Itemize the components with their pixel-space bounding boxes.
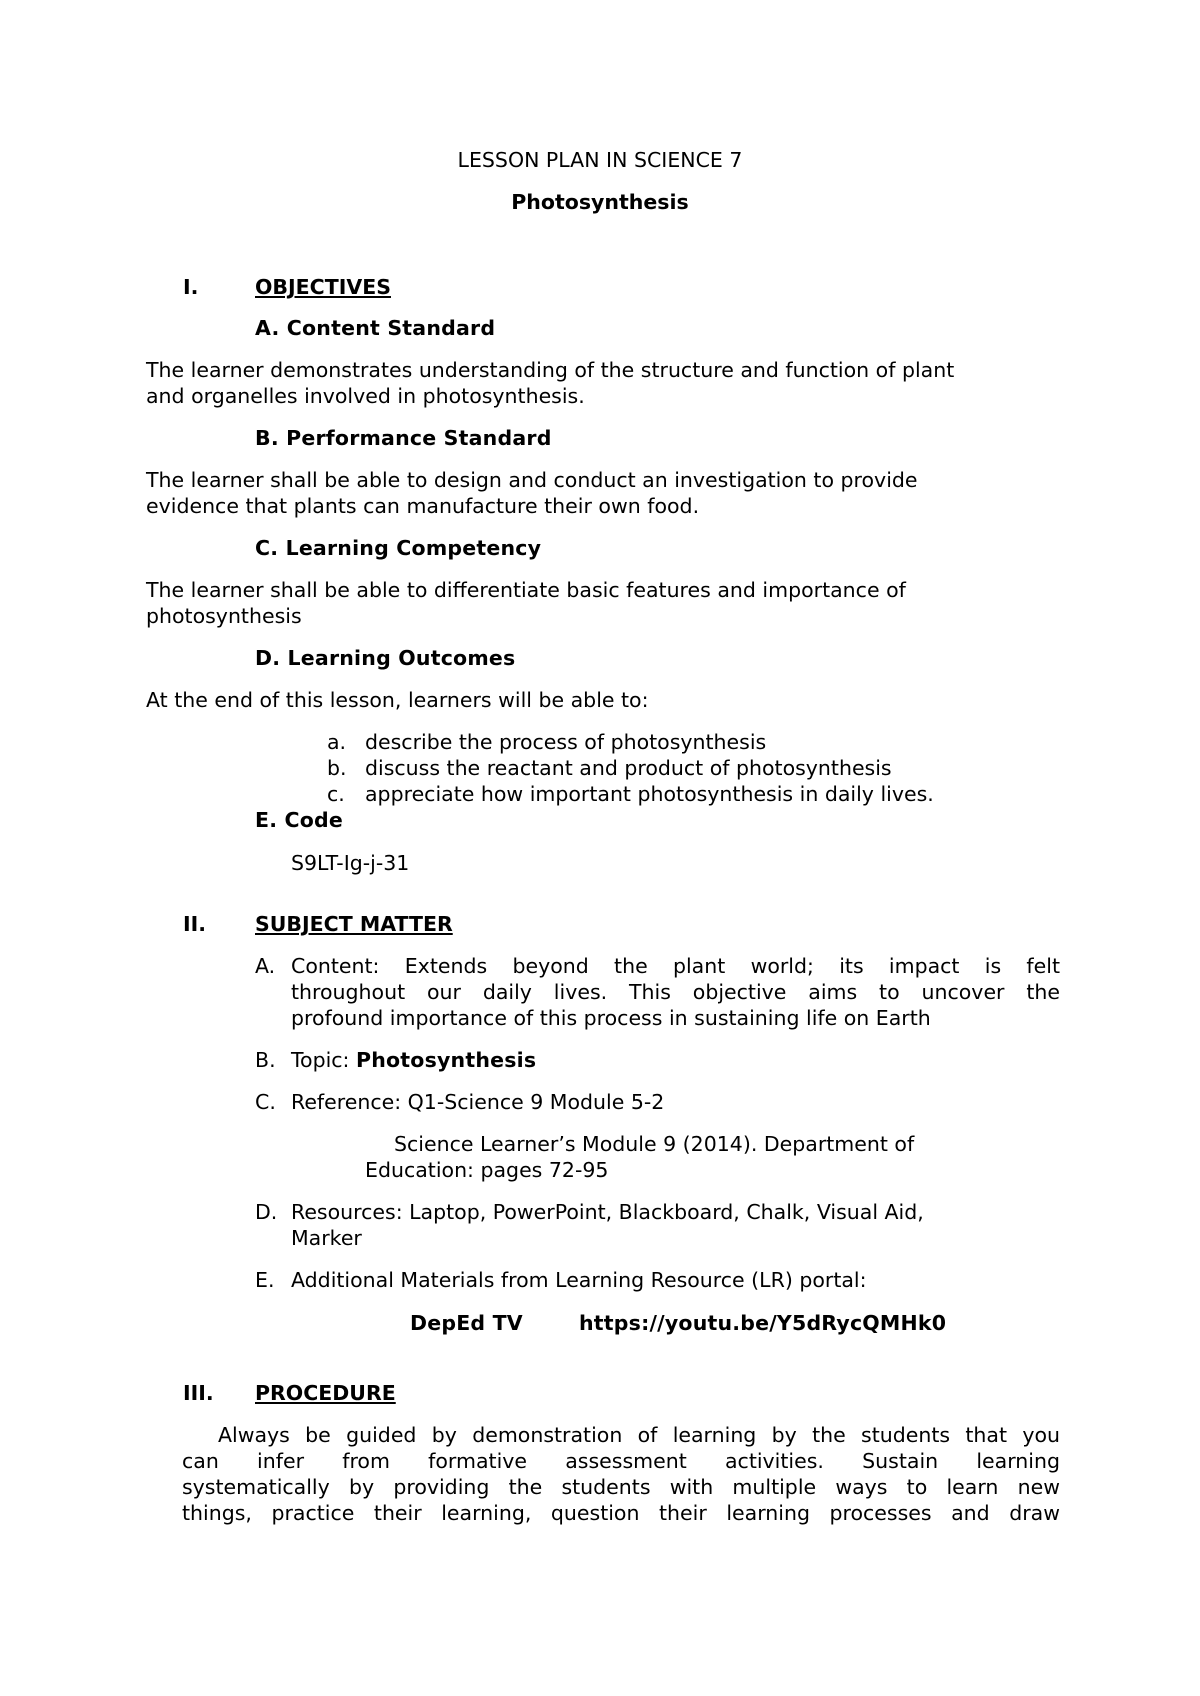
additional-materials-line: Additional Materials from Learning Resource (LR) portal: xyxy=(291,1268,867,1292)
topic-line xyxy=(291,1047,536,1073)
list-item: discuss the reactant and product of photosynthesis xyxy=(365,756,892,780)
resources-line: Marker xyxy=(291,1226,362,1250)
section-heading-subject-matter: SUBJECT MATTER xyxy=(255,912,453,936)
list-marker: A. xyxy=(255,954,276,978)
resources-line: Resources: Laptop, PowerPoint, Blackboard, Chalk, Visual Aid, xyxy=(291,1200,924,1224)
paragraph-line: things, practice their learning, question their learning processes and draw xyxy=(182,1501,1060,1525)
resource-link[interactable]: https://youtu.be/Y5dRycQMHk0 xyxy=(579,1311,947,1335)
section-heading-objectives: OBJECTIVES xyxy=(255,275,391,299)
procedure-paragraph xyxy=(182,1422,1060,1526)
paragraph-line: throughout our daily lives. This objective aims to uncover the xyxy=(291,980,1060,1004)
subheading-learning-competency: C. Learning Competency xyxy=(255,536,542,560)
list-marker: C. xyxy=(255,1090,276,1114)
paragraph-line: and organelles involved in photosynthesis. xyxy=(146,384,585,408)
section-numeral: III. xyxy=(183,1381,214,1405)
resource-source: DepEd TV xyxy=(410,1311,523,1335)
paragraph-line: photosynthesis xyxy=(146,604,302,628)
list-item: appreciate how important photosynthesis in daily lives. xyxy=(365,782,934,806)
reference-continued: Science Learner’s Module 9 (2014). Department of xyxy=(394,1132,915,1156)
paragraph-line: Always be guided by demonstration of learning by the students that you xyxy=(218,1423,1060,1447)
paragraph-line: systematically by providing the students with multiple ways to learn new xyxy=(182,1475,1060,1499)
paragraph-line: profound importance of this process in sustaining life on Earth xyxy=(291,1006,931,1030)
paragraph-line: evidence that plants can manufacture their own food. xyxy=(146,494,700,518)
content-paragraph xyxy=(291,953,1060,1031)
subheading-code: E. Code xyxy=(255,808,344,832)
subheading-content-standard: A. Content Standard xyxy=(255,316,496,340)
list-item: describe the process of photosynthesis xyxy=(365,730,767,754)
subheading-learning-outcomes: D. Learning Outcomes xyxy=(255,646,516,670)
document-subtitle: Photosynthesis xyxy=(511,190,689,214)
topic-label: Topic: xyxy=(291,1048,356,1072)
list-marker: E. xyxy=(255,1268,275,1292)
paragraph-line: The learner demonstrates understanding of the structure and function of plant xyxy=(146,358,955,382)
list-marker: B. xyxy=(255,1048,276,1072)
paragraph-line: Content: Extends beyond the plant world; its impact is felt xyxy=(291,954,1060,978)
section-numeral: II. xyxy=(183,912,207,936)
document-title: LESSON PLAN IN SCIENCE 7 xyxy=(457,148,743,172)
reference-continued: Education: pages 72-95 xyxy=(365,1158,609,1182)
list-marker: c. xyxy=(327,782,345,806)
outcomes-intro: At the end of this lesson, learners will be able to: xyxy=(146,688,649,712)
paragraph-line: The learner shall be able to design and conduct an investigation to provide xyxy=(146,468,918,492)
subheading-performance-standard: B. Performance Standard xyxy=(255,426,552,450)
reference-line: Reference: Q1-Science 9 Module 5-2 xyxy=(291,1090,665,1114)
list-marker: D. xyxy=(255,1200,278,1224)
list-marker: b. xyxy=(327,756,347,780)
section-heading-procedure: PROCEDURE xyxy=(255,1381,396,1405)
list-marker: a. xyxy=(327,730,347,754)
topic-value: Photosynthesis xyxy=(355,1048,537,1072)
section-numeral: I. xyxy=(183,275,199,299)
paragraph-line: The learner shall be able to differentiate basic features and importance of xyxy=(146,578,906,602)
paragraph-line: can infer from formative assessment activities. Sustain learning xyxy=(182,1449,1060,1473)
competency-code: S9LT-Ig-j-31 xyxy=(291,851,410,875)
